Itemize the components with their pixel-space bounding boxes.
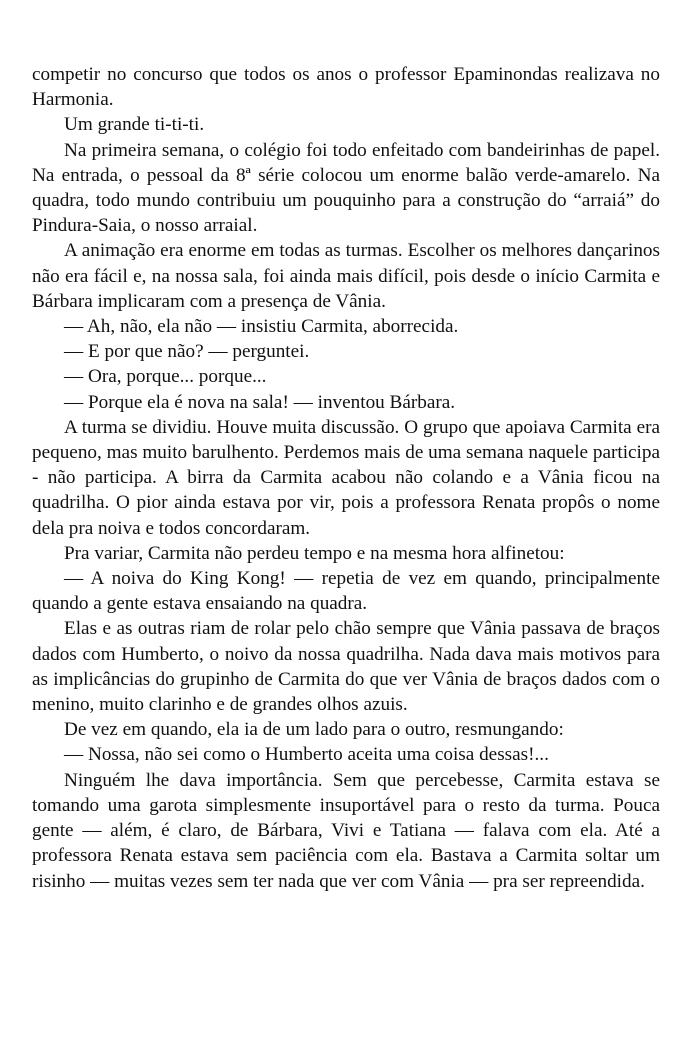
paragraph: — A noiva do King Kong! — repetia de vez em quando, principalmente quando a gente estava ensaiando na quadra. [32, 568, 660, 615]
paragraph: — Ah, não, ela não — insistiu Carmita, aborrecida. [64, 316, 459, 338]
paragraph: De vez em quando, ela ia de um lado para o outro, resmungando: [64, 719, 564, 741]
paragraph: A turma se dividiu. Houve muita discussão. O grupo que apoiava Carmita era pequeno, mas muito barulhento. Perdemos mais de uma semana naquele participa - não participa. A birra da Carmita acabou não colando e a Vânia ficou na quadrilha. O pior ainda estava por vir, pois a professora Renata propôs o nome dela pra noiva e todos concordaram. [32, 416, 660, 539]
paragraph: Elas e as outras riam de rolar pelo chão sempre que Vânia passava de braços dados com Humberto, o noivo da nossa quadrilha. Nada dava mais motivos para as implicâncias do grupinho de Carmita do que ver Vânia de braços dados com o menino, muito clarinho e de grandes olhos azuis. [32, 618, 660, 716]
paragraph: Pra variar, Carmita não perdeu tempo e na mesma hora alfinetou: [64, 542, 565, 564]
paragraph: — Ora, porque... porque... [64, 366, 267, 388]
paragraph: competir no concurso que todos os anos o professor Epaminondas realizava no Harmonia. [32, 64, 660, 111]
paragraph: Na primeira semana, o colégio foi todo enfeitado com bandeirinhas de papel. Na entrada, o pessoal da 8ª série colocou um enorme balão verde-amarelo. Na quadra, todo mundo contribuiu um pouquinho para a construção do “arraiá” do Pindura-Saia, o nosso arraial. [32, 139, 660, 237]
paragraph: — E por que não? — perguntei. [64, 341, 310, 363]
paragraph: — Nossa, não sei como o Humberto aceita uma coisa dessas!... [64, 744, 549, 766]
paragraph: A animação era enorme em todas as turmas. Escolher os melhores dançarinos não era fácil e, na nossa sala, foi ainda mais difícil, pois desde o início Carmita e Bárbara implicaram com a presença de Vânia. [32, 240, 660, 312]
paragraph: Um grande ti-ti-ti. [64, 114, 205, 136]
paragraph: Ninguém lhe dava importância. Sem que percebesse, Carmita estava se tomando uma garota simplesmente insuportável para o resto da turma. Pouca gente — além, é claro, de Bárbara, Vivi e Tatiana — falava com ela. Até a professora Renata estava sem paciência com ela. Bastava a Carmita soltar um risinho — muitas vezes sem ter nada que ver com Vânia — pra ser repreendida. [32, 769, 660, 892]
book-page [32, 62, 660, 894]
paragraph: — Porque ela é nova na sala! — inventou Bárbara. [64, 391, 456, 413]
